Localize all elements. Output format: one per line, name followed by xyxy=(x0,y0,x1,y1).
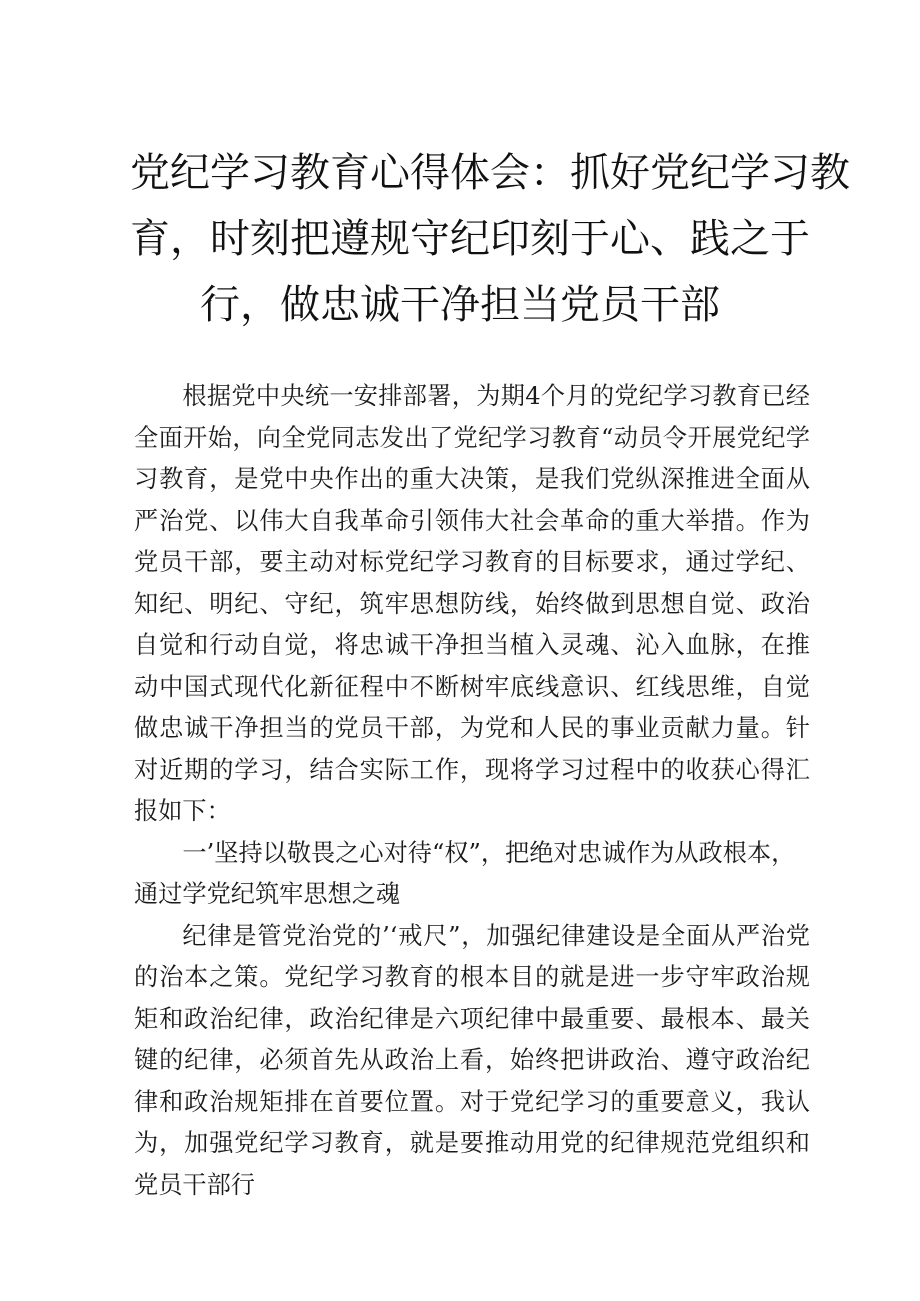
section-heading-1: 一’坚持以敬畏之心对待“权”，把绝对忠诚作为从政根本，通过学党纪筑牢思想之魂 xyxy=(134,838,796,908)
title-line-2: 育，时刻把遵规守纪印刻于心、践之于 xyxy=(130,216,810,262)
paragraph-intro: 根据党中央统一安排部署，为期4个月的党纪学习教育已经全面开始，向全党同志发出了党纪学习教育“动员令开展党纪学习教育，是党中央作出的重大决策，是我们党纵深推进全面从严治党、以伟大自我革命引领伟大社会革命的重大举措。作为党员干部，要主动对标党纪学习教育的目标要求，通过学纪、知纪、明纪、守纪，筑牢思想防线，始终做到思想自觉、政治自觉和行动自觉，将忠诚干净担当植入灵魂、沁入血脉，在推动中国式现代化新征程中不断树牢底线意识、红线思维，自觉做忠诚干净担当的党员干部，为党和人民的事业贡献力量。针对近期的学习，结合实际工作，现将学习过程中的收获心得汇报如下： xyxy=(134,382,810,825)
title-line-1: 党纪学习教育心得体会：抓好党纪学习教 xyxy=(130,150,850,196)
paragraph-discipline: 纪律是管党治党的’‘戒尺”，加强纪律建设是全面从严治党的治本之策。党纪学习教育的根本目的就是进一步守牢政治规矩和政治纪律，政治纪律是六项纪律中最重要、最根本、最关键的纪律，必须首先从政治上看，始终把讲政治、遵守政治纪律和政治规矩排在首要位置。对于党纪学习的重要意义，我认为，加强党纪学习教育，就是要推动用党的纪律规范党组织和党员干部行 xyxy=(134,921,810,1199)
document-title xyxy=(130,140,850,338)
title-line-3: 行，做忠诚干净担当党员干部 xyxy=(200,282,720,328)
document-body xyxy=(134,376,810,1206)
